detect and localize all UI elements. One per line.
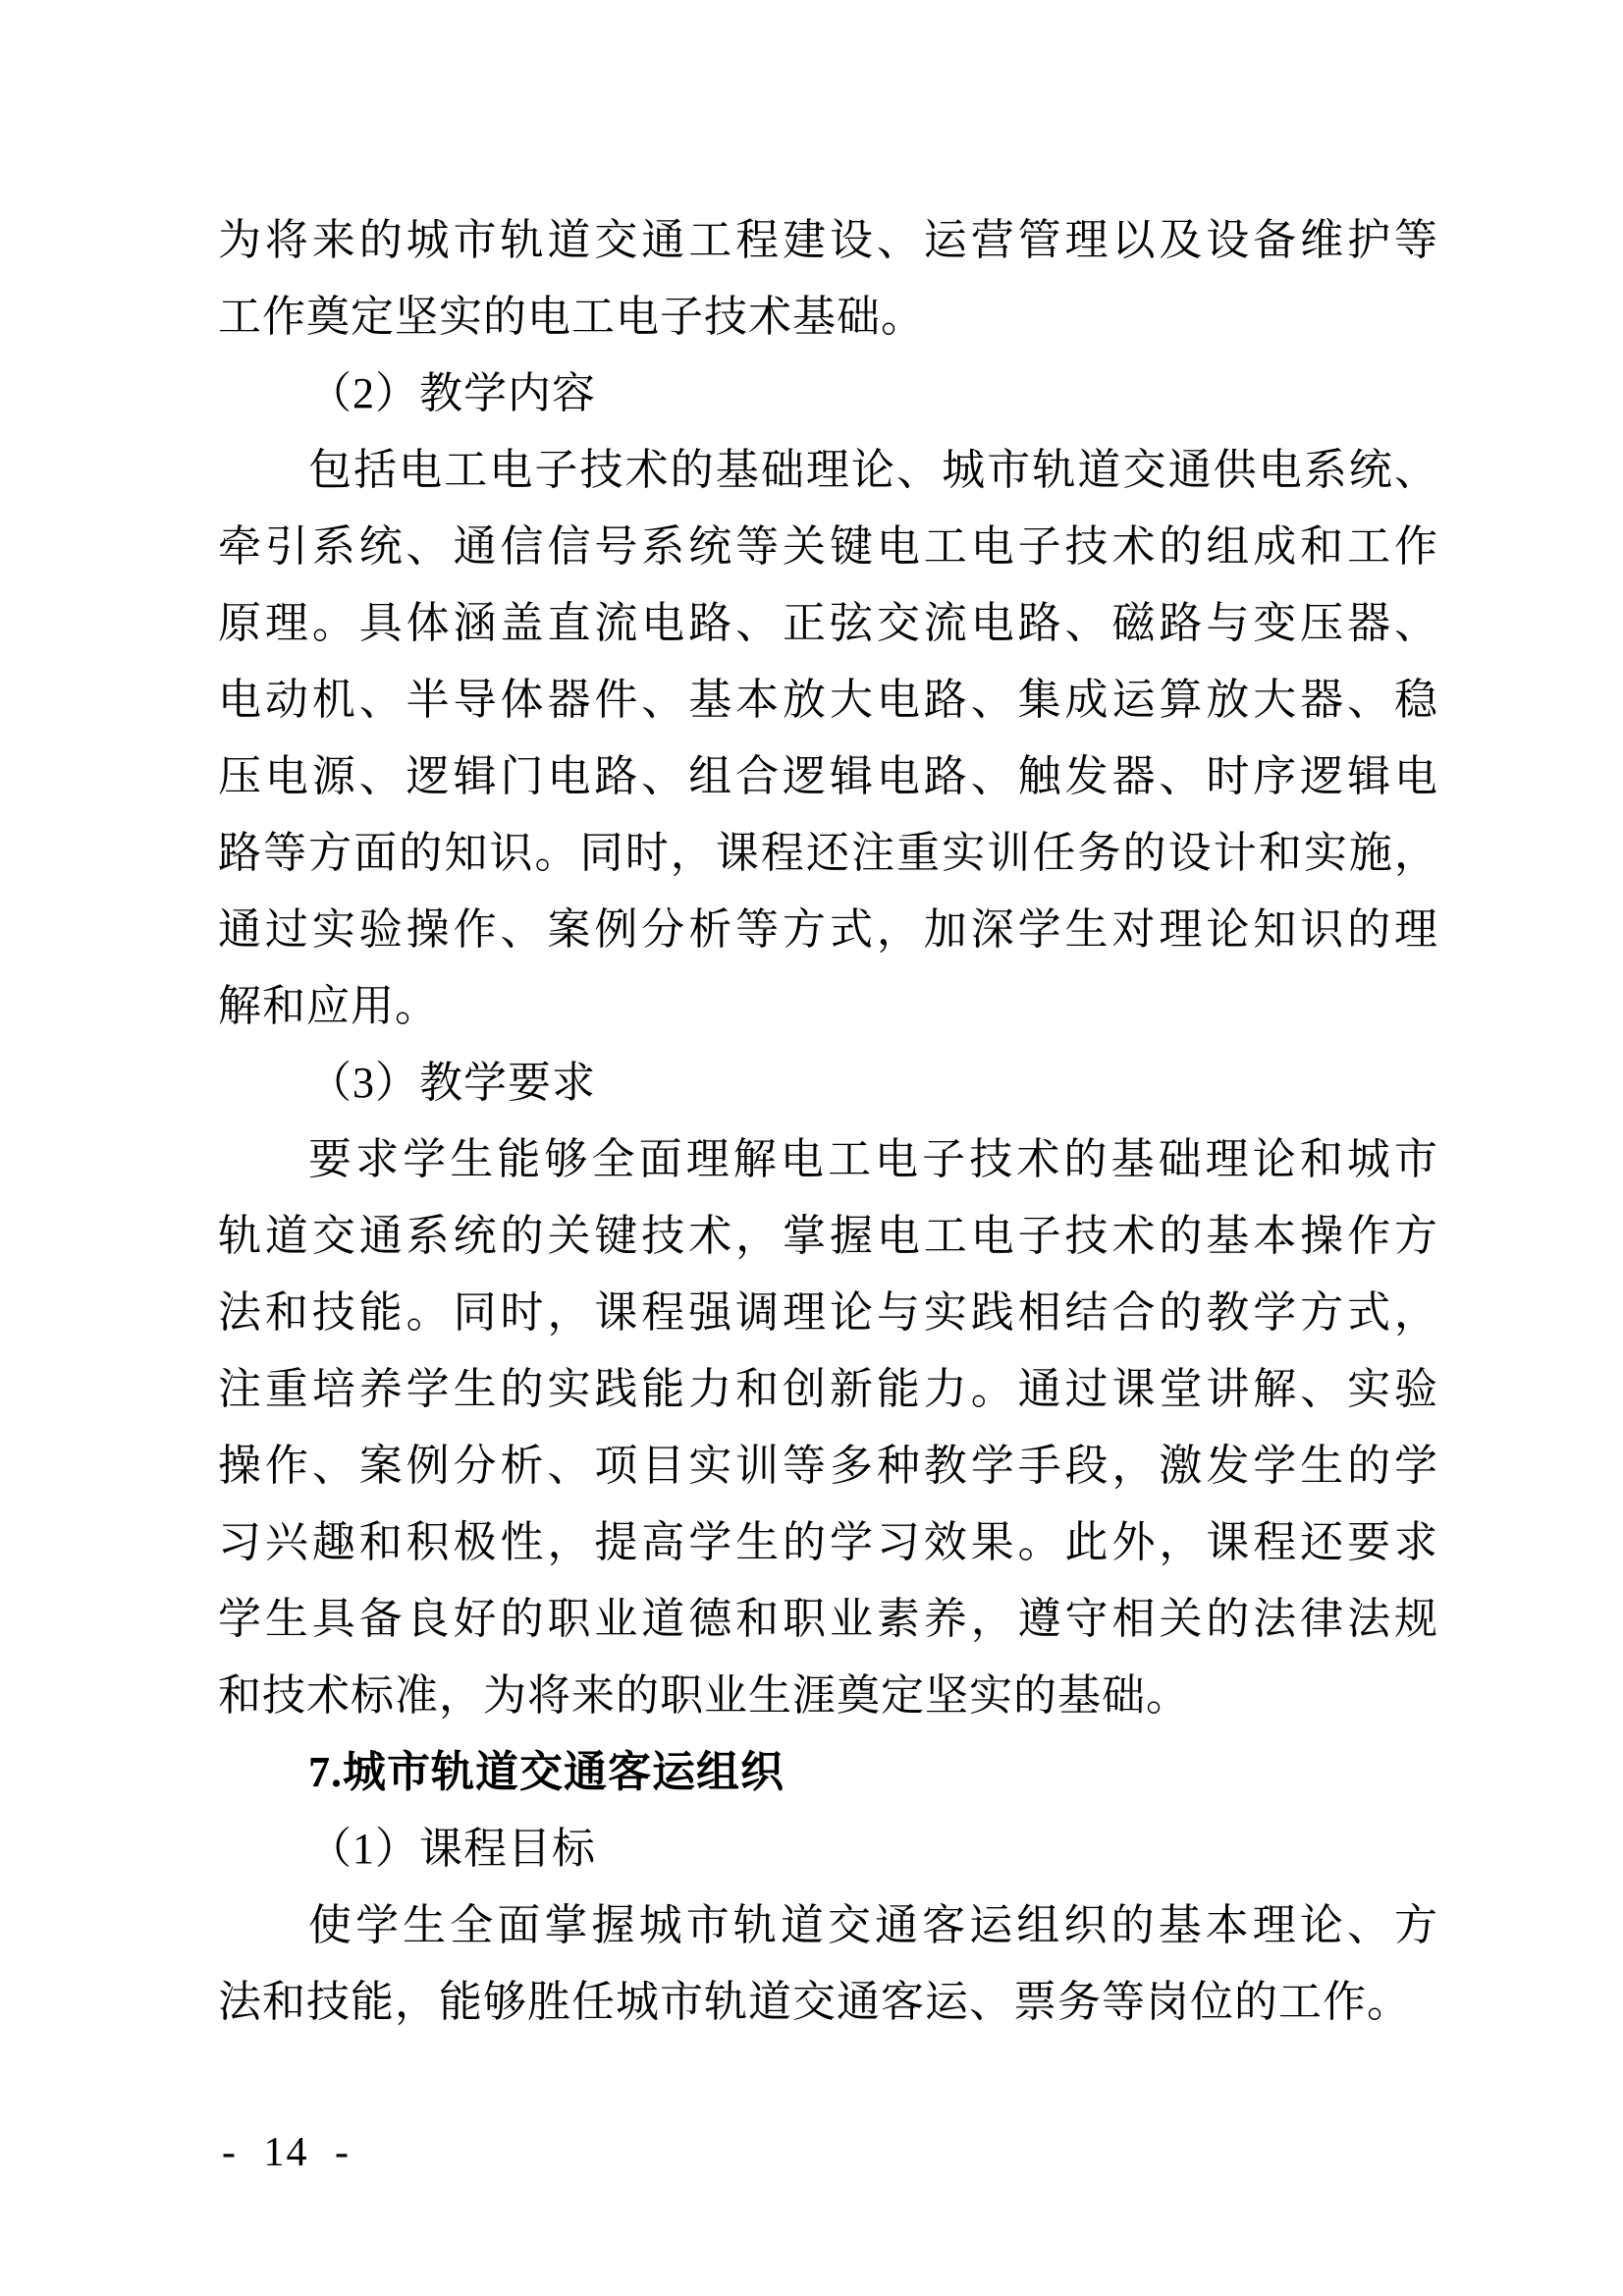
subsection-heading: （2）教学内容: [308, 369, 596, 417]
text-line: 路等方面的知识。同时，课程还注重实训任务的设计和实施，: [218, 829, 1438, 877]
text-line: 和技术标准，为将来的职业生涯奠定坚实的基础。: [218, 1671, 1190, 1720]
subsection-heading: （3）教学要求: [308, 1059, 596, 1107]
text-line: 注重培养学生的实践能力和创新能力。通过课堂讲解、实验: [218, 1365, 1438, 1413]
text-line: 电动机、半导体器件、基本放大电路、集成运算放大器、稳: [218, 676, 1438, 724]
text-line: 通过实验操作、案例分析等方式，加深学生对理论知识的理: [218, 905, 1438, 954]
text-line: 操作、案例分析、项目实训等多种教学手段，激发学生的学: [218, 1442, 1438, 1490]
subsection-heading: （1）课程目标: [308, 1825, 596, 1873]
page-number: - 14 -: [222, 2130, 351, 2175]
text-line: 法和技能。同时，课程强调理论与实践相结合的教学方式，: [218, 1288, 1438, 1337]
text-line: 压电源、逻辑门电路、组合逻辑电路、触发器、时序逻辑电: [218, 752, 1438, 800]
text-line: 学生具备良好的职业道德和职业素养，遵守相关的法律法规: [218, 1595, 1438, 1643]
text-line: 牵引系统、通信信号系统等关键电工电子技术的组成和工作: [218, 522, 1438, 571]
text-line: 法和技能，能够胜任城市轨道交通客运、票务等岗位的工作。: [218, 1978, 1411, 2026]
text-line: 工作奠定坚实的电工电子技术基础。: [218, 293, 925, 341]
text-block: [218, 202, 1438, 2041]
text-line: 使学生全面掌握城市轨道交通客运组织的基本理论、方: [308, 1901, 1438, 1949]
course-heading: 7.城市轨道交通客运组织: [308, 1748, 784, 1796]
text-line: 习兴趣和积极性，提高学生的学习效果。此外，课程还要求: [218, 1518, 1438, 1566]
text-line: 轨道交通系统的关键技术，掌握电工电子技术的基本操作方: [218, 1212, 1438, 1260]
text-line: 包括电工电子技术的基础理论、城市轨道交通供电系统、: [308, 446, 1438, 494]
text-line: 原理。具体涵盖直流电路、正弦交流电路、磁路与变压器、: [218, 599, 1438, 647]
text-line: 要求学生能够全面理解电工电子技术的基础理论和城市: [308, 1135, 1438, 1183]
text-line: 为将来的城市轨道交通工程建设、运营管理以及设备维护等: [218, 216, 1438, 264]
text-line: 解和应用。: [218, 982, 439, 1030]
